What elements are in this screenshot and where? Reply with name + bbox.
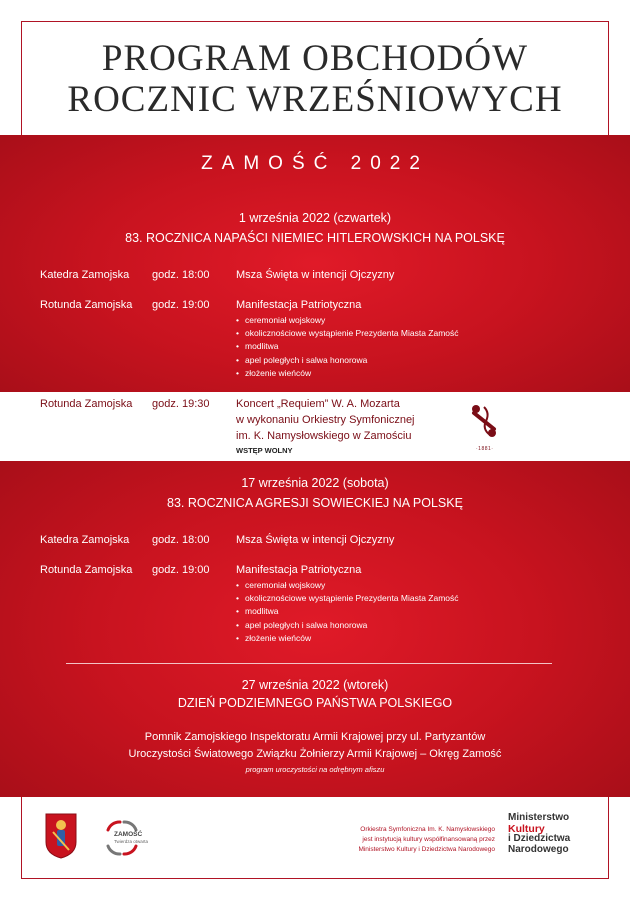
day1-event2-place: Rotunda Zamojska [40, 299, 133, 311]
orchestra-cofunding-note [330, 825, 495, 855]
ministry-line-3: i Dziedzictwa [508, 833, 571, 844]
day1-date: 1 września 2022 (czwartek) [238, 211, 392, 225]
day2-event1-time: godz. 18:00 [152, 534, 210, 546]
title-line-2: ROCZNIC WRZEŚNIOWYCH [67, 79, 563, 120]
day3-heading: DZIEŃ PODZIEMNEGO PAŃSTWA POLSKIEGO [177, 696, 453, 710]
day2-event2-place: Rotunda Zamojska [40, 564, 133, 576]
day3-description: Uroczystości Światowego Związku Żołnierzy Armii Krajowej – Okręg Zamość [128, 748, 502, 760]
zamosc-coat-of-arms-icon [44, 812, 78, 860]
ministry-line-1: Ministerstwo [508, 812, 570, 823]
orchestra-logo-year: ·1881· [476, 446, 494, 452]
list-item: • ceremoniał wojskowy [236, 314, 459, 327]
title-line-1: PROGRAM OBCHODÓW [101, 38, 529, 79]
day3-date: 27 września 2022 (wtorek) [241, 678, 389, 692]
ministry-logo [508, 813, 570, 855]
cofunding-line-2: jest instytucją kultury współfinansowaną przez [362, 836, 495, 843]
day2-date: 17 września 2022 (sobota) [241, 476, 389, 490]
day3-location: Pomnik Zamojskiego Inspektoratu Armii Krajowej przy ul. Partyzantów [144, 731, 486, 743]
day2-heading: 83. ROCZNICA AGRESJI SOWIECKIEJ NA POLSKĘ [167, 496, 463, 510]
free-entry-label: WSTĘP WOLNY [236, 446, 293, 455]
orchestra-logo-icon [470, 403, 498, 439]
day2-event2-name: Manifestacja Patriotyczna [236, 564, 362, 576]
concert-time: godz. 19:30 [152, 398, 210, 410]
day1-event1-time: godz. 18:00 [152, 269, 210, 281]
section-divider [66, 663, 552, 664]
zamosc-logo-tagline: Twierdza otwarta [114, 839, 149, 844]
city-year: ZAMOŚĆ 2022 [201, 153, 429, 174]
day1-event2-name: Manifestacja Patriotyczna [236, 299, 362, 311]
concert-description [236, 396, 415, 444]
day2-event2-time: godz. 19:00 [152, 564, 210, 576]
ministry-line-2: Kultury [508, 822, 545, 835]
day2-bullet-list [236, 579, 459, 645]
day2-event1-place: Katedra Zamojska [40, 534, 130, 546]
list-item: • okolicznościowe wystąpienie Prezydenta Miasta Zamość [236, 592, 459, 605]
zamosc-logo-text: ZAMOŚĆ [114, 831, 143, 838]
day1-heading: 83. ROCZNICA NAPAŚCI NIEMIEC HITLEROWSKICH NA POLSKĘ [125, 231, 505, 245]
concert-place: Rotunda Zamojska [40, 398, 133, 410]
day3-note: program uroczystości na odrębnym afiszu [245, 765, 385, 774]
day2-event1-name: Msza Święta w intencji Ojczyzny [236, 534, 395, 546]
concert-line-3: im. K. Namysłowskiego w Zamościu [236, 430, 412, 442]
list-item: • modlitwa [236, 605, 459, 618]
list-item: • apel poległych i salwa honorowa [236, 354, 459, 367]
day1-event1-name: Msza Święta w intencji Ojczyzny [236, 269, 395, 281]
list-item: • ceremoniał wojskowy [236, 579, 459, 592]
list-item: • modlitwa [236, 340, 459, 353]
list-item: • okolicznościowe wystąpienie Prezydenta Miasta Zamość [236, 327, 459, 340]
cofunding-line-3: Ministerstwo Kultury i Dziedzictwa Narodowego [358, 846, 495, 853]
list-item: • złożenie wieńców [236, 632, 459, 645]
concert-line-2: w wykonaniu Orkiestry Symfonicznej [236, 414, 415, 426]
list-item: • złożenie wieńców [236, 367, 459, 380]
day1-event2-time: godz. 19:00 [152, 299, 210, 311]
cofunding-line-1: Orkiestra Symfoniczna Im. K. Namysłowskiego [360, 826, 495, 833]
ministry-line-4: Narodowego [508, 843, 569, 855]
zamosc-city-logo [100, 818, 170, 858]
day1-event1-place: Katedra Zamojska [40, 269, 130, 281]
concert-line-1: Koncert „Requiem” W. A. Mozarta [236, 398, 400, 410]
zamosc-logo-icon [100, 818, 170, 858]
list-item: • apel poległych i salwa honorowa [236, 619, 459, 632]
page-title [0, 38, 630, 120]
day1-bullet-list [236, 314, 459, 380]
